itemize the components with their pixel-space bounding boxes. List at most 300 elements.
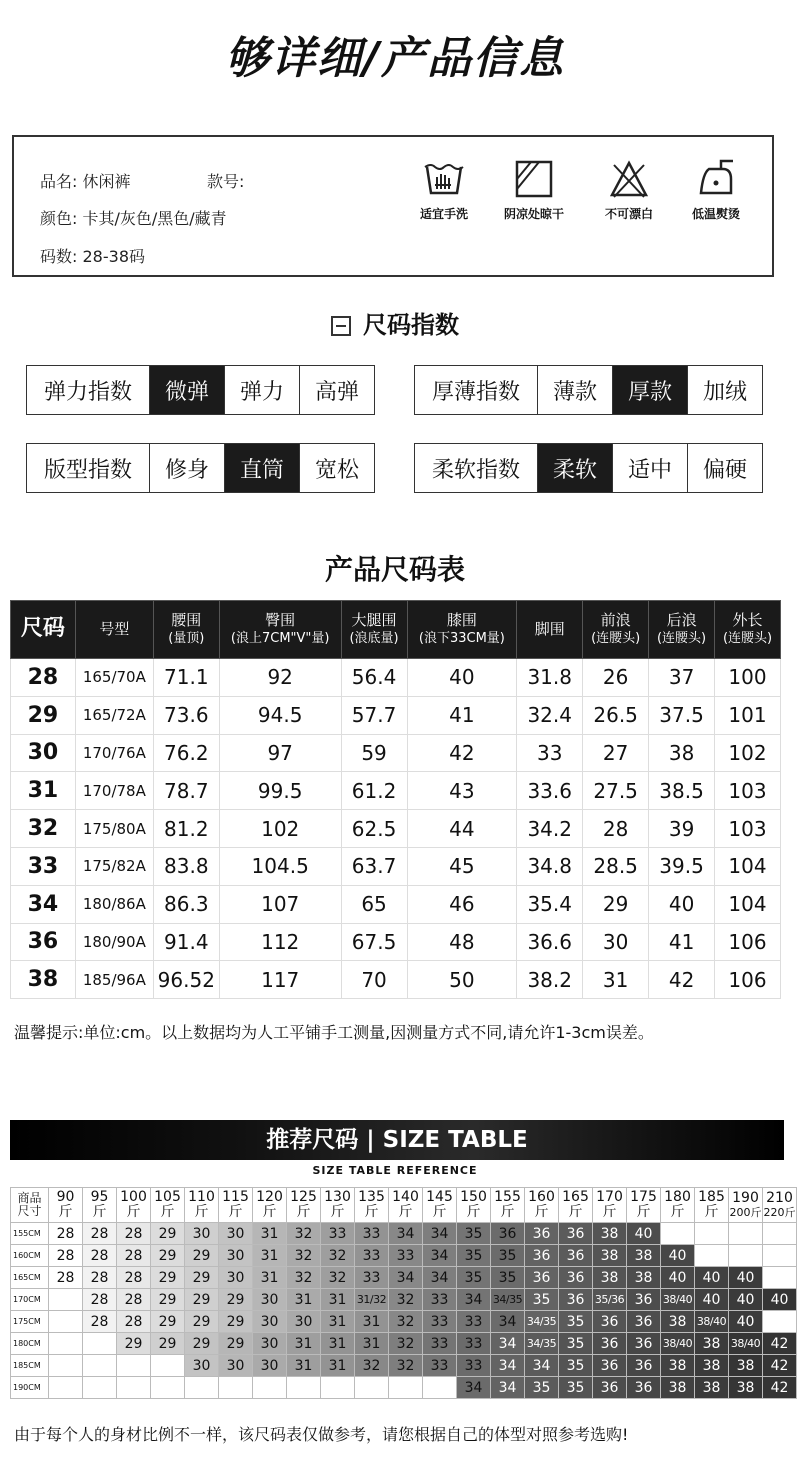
weight-header: 145 斤 xyxy=(423,1188,457,1223)
measurement-cell: 104 xyxy=(715,885,781,923)
recommend-cell xyxy=(763,1223,797,1245)
weight-header: 110 斤 xyxy=(185,1188,219,1223)
reference-disclaimer: 由于每个人的身材比例不一样，该尺码表仅做参考，请您根据自己的体型对照参考选购! xyxy=(14,1425,629,1444)
recommend-cell: 30 xyxy=(185,1223,219,1245)
corner-cell: 商品 尺寸 xyxy=(11,1188,49,1223)
model-cell: 165/72A xyxy=(75,696,153,734)
recommend-cell: 31 xyxy=(287,1289,321,1311)
height-label: 185CM xyxy=(11,1355,49,1377)
index-option: 厚款 xyxy=(612,366,687,414)
recommend-cell: 36 xyxy=(593,1311,627,1333)
table-row xyxy=(11,810,781,848)
recommend-cell: 38 xyxy=(627,1267,661,1289)
measurement-cell: 39.5 xyxy=(649,847,715,885)
recommend-cell: 38/40 xyxy=(695,1311,729,1333)
recommend-cell xyxy=(83,1377,117,1399)
weight-header: 150 斤 xyxy=(457,1188,491,1223)
recommend-cell: 38/40 xyxy=(661,1333,695,1355)
recommend-cell xyxy=(117,1377,151,1399)
measurement-cell: 56.4 xyxy=(341,659,407,697)
measurement-cell: 30 xyxy=(583,923,649,961)
recommend-cell: 34 xyxy=(423,1245,457,1267)
measurement-cell: 73.6 xyxy=(153,696,219,734)
recommend-cell: 35 xyxy=(559,1355,593,1377)
height-row xyxy=(11,1245,797,1267)
measurement-cell: 35.4 xyxy=(517,885,583,923)
header-front-rise: 前浪 (连腰头) xyxy=(583,601,649,659)
measurement-cell: 61.2 xyxy=(341,772,407,810)
recommend-cell: 31 xyxy=(253,1245,287,1267)
weight-header: 180 斤 xyxy=(661,1188,695,1223)
size-cell: 30 xyxy=(11,734,76,772)
recommend-cell: 29 xyxy=(185,1245,219,1267)
care-shade-dry: 阴凉处晾干 xyxy=(494,159,574,222)
measurement-cell: 40 xyxy=(649,885,715,923)
model-cell: 170/78A xyxy=(75,772,153,810)
measurement-cell: 71.1 xyxy=(153,659,219,697)
header-hip: 臀围 (浪上7CM"V"量) xyxy=(219,601,341,659)
recommend-cell: 32 xyxy=(287,1223,321,1245)
recommend-cell: 30 xyxy=(219,1245,253,1267)
recommend-cell: 42 xyxy=(763,1333,797,1355)
recommend-cell: 28 xyxy=(117,1223,151,1245)
recommend-cell: 30 xyxy=(219,1267,253,1289)
recommend-cell: 31 xyxy=(355,1311,389,1333)
recommend-cell: 34 xyxy=(525,1355,559,1377)
hand-wash-icon xyxy=(423,159,465,199)
header-knee: 膝围 (浪下33CM量) xyxy=(407,601,517,659)
recommend-cell: 28 xyxy=(49,1223,83,1245)
recommend-cell: 36 xyxy=(559,1267,593,1289)
recommend-cell: 36 xyxy=(593,1377,627,1399)
measurement-cell: 96.52 xyxy=(153,961,219,999)
measurement-cell: 38.5 xyxy=(649,772,715,810)
measurement-cell: 81.2 xyxy=(153,810,219,848)
recommend-cell: 35 xyxy=(525,1289,559,1311)
page-title: 够详细/产品信息 xyxy=(224,33,566,84)
index-option: 修身 xyxy=(149,444,224,492)
measurement-cell: 112 xyxy=(219,923,341,961)
table-row xyxy=(11,847,781,885)
index-label: 版型指数 xyxy=(43,457,132,483)
measurement-cell: 92 xyxy=(219,659,341,697)
measurement-note: 温馨提示:单位:cm。以上数据均为人工平铺手工测量,因测量方式不同,请允许1-3cm误差。 xyxy=(14,1023,654,1042)
recommend-size-table xyxy=(10,1187,797,1399)
weight-header: 140 斤 xyxy=(389,1188,423,1223)
recommend-cell: 35 xyxy=(491,1267,525,1289)
recommend-cell: 36 xyxy=(627,1289,661,1311)
recommend-cell: 38 xyxy=(661,1355,695,1377)
recommend-cell xyxy=(253,1377,287,1399)
recommend-cell: 34 xyxy=(491,1377,525,1399)
measurement-cell: 31.8 xyxy=(517,659,583,697)
measurement-cell: 106 xyxy=(715,923,781,961)
style-number: 款号: xyxy=(207,172,245,191)
weight-header: 100 斤 xyxy=(117,1188,151,1223)
header-back-rise: 后浪 (连腰头) xyxy=(649,601,715,659)
recommend-cell: 38 xyxy=(695,1333,729,1355)
measurement-cell: 29 xyxy=(583,885,649,923)
recommend-cell: 36 xyxy=(525,1245,559,1267)
recommend-cell: 29 xyxy=(185,1267,219,1289)
measurement-cell: 32.4 xyxy=(517,696,583,734)
recommend-cell xyxy=(763,1245,797,1267)
measurement-cell: 76.2 xyxy=(153,734,219,772)
weight-header: 105 斤 xyxy=(151,1188,185,1223)
measurement-cell: 26.5 xyxy=(583,696,649,734)
recommend-cell: 28 xyxy=(83,1245,117,1267)
model-cell: 180/86A xyxy=(75,885,153,923)
recommend-cell: 28 xyxy=(117,1245,151,1267)
recommend-cell: 29 xyxy=(219,1311,253,1333)
header-model: 号型 xyxy=(75,601,153,659)
measurement-cell: 86.3 xyxy=(153,885,219,923)
weight-header: 175 斤 xyxy=(627,1188,661,1223)
measurement-cell: 27.5 xyxy=(583,772,649,810)
recommend-cell: 35 xyxy=(559,1311,593,1333)
size-cell: 33 xyxy=(11,847,76,885)
table-row xyxy=(11,659,781,697)
recommend-cell: 30 xyxy=(253,1333,287,1355)
header-size: 尺码 xyxy=(11,601,76,659)
recommend-cell: 35 xyxy=(559,1333,593,1355)
recommend-cell xyxy=(389,1377,423,1399)
measurement-cell: 36.6 xyxy=(517,923,583,961)
recommend-cell xyxy=(83,1355,117,1377)
recommend-cell: 40 xyxy=(729,1311,763,1333)
recommend-cell: 34 xyxy=(491,1355,525,1377)
recommend-cell: 38 xyxy=(729,1355,763,1377)
recommend-cell: 36 xyxy=(593,1355,627,1377)
measurement-cell: 70 xyxy=(341,961,407,999)
recommend-cell: 35 xyxy=(457,1223,491,1245)
recommend-cell xyxy=(117,1355,151,1377)
recommend-cell: 32 xyxy=(355,1355,389,1377)
height-label: 180CM xyxy=(11,1333,49,1355)
recommend-cell xyxy=(321,1377,355,1399)
recommend-cell: 31 xyxy=(321,1333,355,1355)
recommend-cell: 35 xyxy=(525,1377,559,1399)
recommend-cell: 31 xyxy=(287,1333,321,1355)
recommend-cell: 29 xyxy=(151,1311,185,1333)
measurement-cell: 44 xyxy=(407,810,517,848)
weight-header: 190 200斤 xyxy=(729,1188,763,1223)
table-row xyxy=(11,734,781,772)
table-row xyxy=(11,696,781,734)
recommend-cell: 31 xyxy=(321,1289,355,1311)
recommend-cell: 32 xyxy=(389,1311,423,1333)
recommend-cell: 33 xyxy=(389,1245,423,1267)
recommend-cell: 32 xyxy=(389,1289,423,1311)
recommend-cell xyxy=(49,1377,83,1399)
measurement-cell: 26 xyxy=(583,659,649,697)
height-label: 155CM xyxy=(11,1223,49,1245)
recommend-cell: 34/35 xyxy=(525,1333,559,1355)
recommend-cell: 30 xyxy=(253,1311,287,1333)
table-row xyxy=(11,923,781,961)
no-bleach-icon xyxy=(608,159,650,199)
recommend-cell: 34 xyxy=(423,1223,457,1245)
index-label: 弹力指数 xyxy=(43,379,132,405)
measurement-cell: 100 xyxy=(715,659,781,697)
height-row xyxy=(11,1289,797,1311)
measurement-cell: 46 xyxy=(407,885,517,923)
recommend-cell: 38 xyxy=(593,1245,627,1267)
height-row xyxy=(11,1377,797,1399)
recommend-cell: 29 xyxy=(185,1333,219,1355)
size-table xyxy=(10,600,781,999)
recommend-cell: 31 xyxy=(355,1333,389,1355)
product-info-box xyxy=(12,135,774,277)
recommend-cell: 34 xyxy=(491,1333,525,1355)
recommend-cell: 32 xyxy=(389,1355,423,1377)
measurement-cell: 38.2 xyxy=(517,961,583,999)
measurement-cell: 37.5 xyxy=(649,696,715,734)
recommend-cell xyxy=(49,1311,83,1333)
recommend-cell: 38 xyxy=(593,1267,627,1289)
recommend-cell: 33 xyxy=(423,1355,457,1377)
care-low-iron: 低温熨烫 xyxy=(676,159,756,222)
model-cell: 175/80A xyxy=(75,810,153,848)
recommend-cell: 30 xyxy=(219,1223,253,1245)
measurement-cell: 67.5 xyxy=(341,923,407,961)
recommend-cell: 34 xyxy=(491,1311,525,1333)
shade-dry-icon xyxy=(513,159,555,199)
measurement-cell: 27 xyxy=(583,734,649,772)
recommend-cell: 35/36 xyxy=(593,1289,627,1311)
recommend-cell: 33 xyxy=(457,1311,491,1333)
recommend-cell: 36 xyxy=(627,1377,661,1399)
recommend-cell: 29 xyxy=(151,1267,185,1289)
size-cell: 31 xyxy=(11,772,76,810)
recommend-cell: 28 xyxy=(83,1289,117,1311)
index-option: 弹力 xyxy=(224,366,299,414)
recommend-cell: 42 xyxy=(763,1377,797,1399)
index-option: 加绒 xyxy=(687,366,762,414)
recommend-cell: 34 xyxy=(457,1377,491,1399)
recommend-cell: 35 xyxy=(457,1267,491,1289)
recommend-cell: 38 xyxy=(661,1311,695,1333)
weight-header: 185 斤 xyxy=(695,1188,729,1223)
measurement-cell: 62.5 xyxy=(341,810,407,848)
recommend-cell: 29 xyxy=(151,1289,185,1311)
measurement-cell: 50 xyxy=(407,961,517,999)
measurement-cell: 33 xyxy=(517,734,583,772)
index-option: 直筒 xyxy=(224,444,299,492)
recommend-cell: 34 xyxy=(423,1267,457,1289)
recommend-cell: 40 xyxy=(729,1267,763,1289)
recommend-cell: 38 xyxy=(661,1377,695,1399)
measurement-cell: 103 xyxy=(715,810,781,848)
measurement-cell: 38 xyxy=(649,734,715,772)
recommend-cell: 33 xyxy=(321,1223,355,1245)
recommend-cell xyxy=(729,1223,763,1245)
product-sizes: 码数: 28-38码 xyxy=(40,247,145,266)
recommend-cell: 36 xyxy=(627,1355,661,1377)
recommend-cell: 40 xyxy=(729,1289,763,1311)
measurement-cell: 39 xyxy=(649,810,715,848)
recommend-cell: 33 xyxy=(355,1223,389,1245)
low-iron-icon xyxy=(695,159,737,199)
care-no-bleach: 不可漂白 xyxy=(589,159,669,222)
recommend-cell: 30 xyxy=(253,1355,287,1377)
model-cell: 165/70A xyxy=(75,659,153,697)
table-row xyxy=(11,885,781,923)
recommend-cell: 29 xyxy=(117,1333,151,1355)
recommend-cell xyxy=(763,1267,797,1289)
measurement-cell: 102 xyxy=(219,810,341,848)
recommend-cell xyxy=(49,1355,83,1377)
recommend-cell: 33 xyxy=(423,1289,457,1311)
recommend-cell: 38 xyxy=(627,1245,661,1267)
recommend-cell: 33 xyxy=(423,1311,457,1333)
height-label: 175CM xyxy=(11,1311,49,1333)
recommend-cell: 38/40 xyxy=(661,1289,695,1311)
recommend-cell xyxy=(355,1377,389,1399)
height-row xyxy=(11,1267,797,1289)
height-row xyxy=(11,1355,797,1377)
index-option: 宽松 xyxy=(299,444,374,492)
measurement-cell: 65 xyxy=(341,885,407,923)
measurement-cell: 83.8 xyxy=(153,847,219,885)
recommend-cell xyxy=(83,1333,117,1355)
measurement-cell: 34.2 xyxy=(517,810,583,848)
recommend-cell: 29 xyxy=(185,1289,219,1311)
measurement-cell: 99.5 xyxy=(219,772,341,810)
weight-header: 160 斤 xyxy=(525,1188,559,1223)
recommend-cell: 40 xyxy=(695,1289,729,1311)
recommend-cell: 38/40 xyxy=(729,1333,763,1355)
measurement-cell: 102 xyxy=(715,734,781,772)
weight-header: 165 斤 xyxy=(559,1188,593,1223)
size-cell: 36 xyxy=(11,923,76,961)
size-table-header xyxy=(11,601,781,659)
recommend-cell: 36 xyxy=(627,1333,661,1355)
recommend-cell: 29 xyxy=(151,1333,185,1355)
measurement-cell: 40 xyxy=(407,659,517,697)
recommend-cell xyxy=(49,1333,83,1355)
recommend-cell xyxy=(729,1245,763,1267)
header-waist: 腰围 (量顶) xyxy=(153,601,219,659)
recommend-cell: 32 xyxy=(321,1245,355,1267)
recommend-cell: 36 xyxy=(559,1223,593,1245)
index-option: 偏硬 xyxy=(687,444,762,492)
recommend-banner: 推荐尺码 | SIZE TABLE xyxy=(10,1120,784,1160)
weight-header: 155 斤 xyxy=(491,1188,525,1223)
measurement-cell: 31 xyxy=(583,961,649,999)
recommend-cell: 33 xyxy=(457,1333,491,1355)
table-row xyxy=(11,772,781,810)
measurement-cell: 106 xyxy=(715,961,781,999)
recommend-cell: 28 xyxy=(83,1223,117,1245)
recommend-cell: 38 xyxy=(593,1223,627,1245)
size-cell: 34 xyxy=(11,885,76,923)
measurement-cell: 28.5 xyxy=(583,847,649,885)
size-cell: 29 xyxy=(11,696,76,734)
recommend-cell xyxy=(219,1377,253,1399)
measurement-cell: 63.7 xyxy=(341,847,407,885)
recommend-cell: 36 xyxy=(525,1267,559,1289)
index-group-fit xyxy=(26,443,375,493)
weight-header: 125 斤 xyxy=(287,1188,321,1223)
height-row xyxy=(11,1311,797,1333)
recommend-cell: 38 xyxy=(695,1377,729,1399)
size-cell: 38 xyxy=(11,961,76,999)
height-label: 170CM xyxy=(11,1289,49,1311)
height-label: 190CM xyxy=(11,1377,49,1399)
weight-header: 135 斤 xyxy=(355,1188,389,1223)
measurement-cell: 41 xyxy=(407,696,517,734)
measurement-cell: 41 xyxy=(649,923,715,961)
recommend-cell: 31 xyxy=(321,1355,355,1377)
recommend-cell: 32 xyxy=(287,1267,321,1289)
measurement-cell: 59 xyxy=(341,734,407,772)
recommend-cell: 34 xyxy=(389,1267,423,1289)
recommend-cell xyxy=(185,1377,219,1399)
model-cell: 175/82A xyxy=(75,847,153,885)
header-length: 外长 (连腰头) xyxy=(715,601,781,659)
measurement-cell: 37 xyxy=(649,659,715,697)
care-hand-wash: 适宜手洗 xyxy=(404,159,484,222)
index-option: 薄款 xyxy=(537,366,612,414)
recommend-cell: 31 xyxy=(253,1223,287,1245)
height-label: 165CM xyxy=(11,1267,49,1289)
index-option: 柔软 xyxy=(537,444,612,492)
recommend-cell: 35 xyxy=(457,1245,491,1267)
recommend-cell: 40 xyxy=(695,1267,729,1289)
recommend-cell xyxy=(151,1355,185,1377)
recommend-cell: 36 xyxy=(525,1223,559,1245)
recommend-cell: 30 xyxy=(185,1355,219,1377)
height-row xyxy=(11,1333,797,1355)
recommend-cell: 36 xyxy=(559,1289,593,1311)
recommend-cell: 32 xyxy=(287,1245,321,1267)
recommend-cell: 28 xyxy=(117,1311,151,1333)
recommend-cell: 40 xyxy=(661,1267,695,1289)
measurement-cell: 78.7 xyxy=(153,772,219,810)
recommend-cell: 34 xyxy=(457,1289,491,1311)
weight-header: 130 斤 xyxy=(321,1188,355,1223)
measurement-cell: 42 xyxy=(407,734,517,772)
size-cell: 32 xyxy=(11,810,76,848)
weight-header: 115 斤 xyxy=(219,1188,253,1223)
recommend-cell: 31 xyxy=(253,1267,287,1289)
header-leg-opening: 脚围 xyxy=(517,601,583,659)
index-group-thickness xyxy=(414,365,763,415)
recommend-cell: 28 xyxy=(49,1245,83,1267)
recommend-cell: 28 xyxy=(83,1311,117,1333)
measurement-cell: 48 xyxy=(407,923,517,961)
recommend-cell xyxy=(695,1245,729,1267)
recommend-cell xyxy=(49,1289,83,1311)
measurement-cell: 91.4 xyxy=(153,923,219,961)
index-option: 微弹 xyxy=(149,366,224,414)
recommend-cell: 33 xyxy=(355,1245,389,1267)
recommend-cell: 29 xyxy=(219,1289,253,1311)
recommend-cell: 36 xyxy=(559,1245,593,1267)
recommend-cell: 35 xyxy=(491,1245,525,1267)
index-group-softness xyxy=(414,443,763,493)
height-row xyxy=(11,1223,797,1245)
recommend-cell: 38 xyxy=(695,1355,729,1377)
model-cell: 170/76A xyxy=(75,734,153,772)
recommend-cell: 42 xyxy=(763,1355,797,1377)
recommend-cell: 36 xyxy=(593,1333,627,1355)
recommend-cell: 32 xyxy=(389,1333,423,1355)
measurement-cell: 45 xyxy=(407,847,517,885)
measurement-cell: 33.6 xyxy=(517,772,583,810)
recommend-cell: 28 xyxy=(117,1289,151,1311)
